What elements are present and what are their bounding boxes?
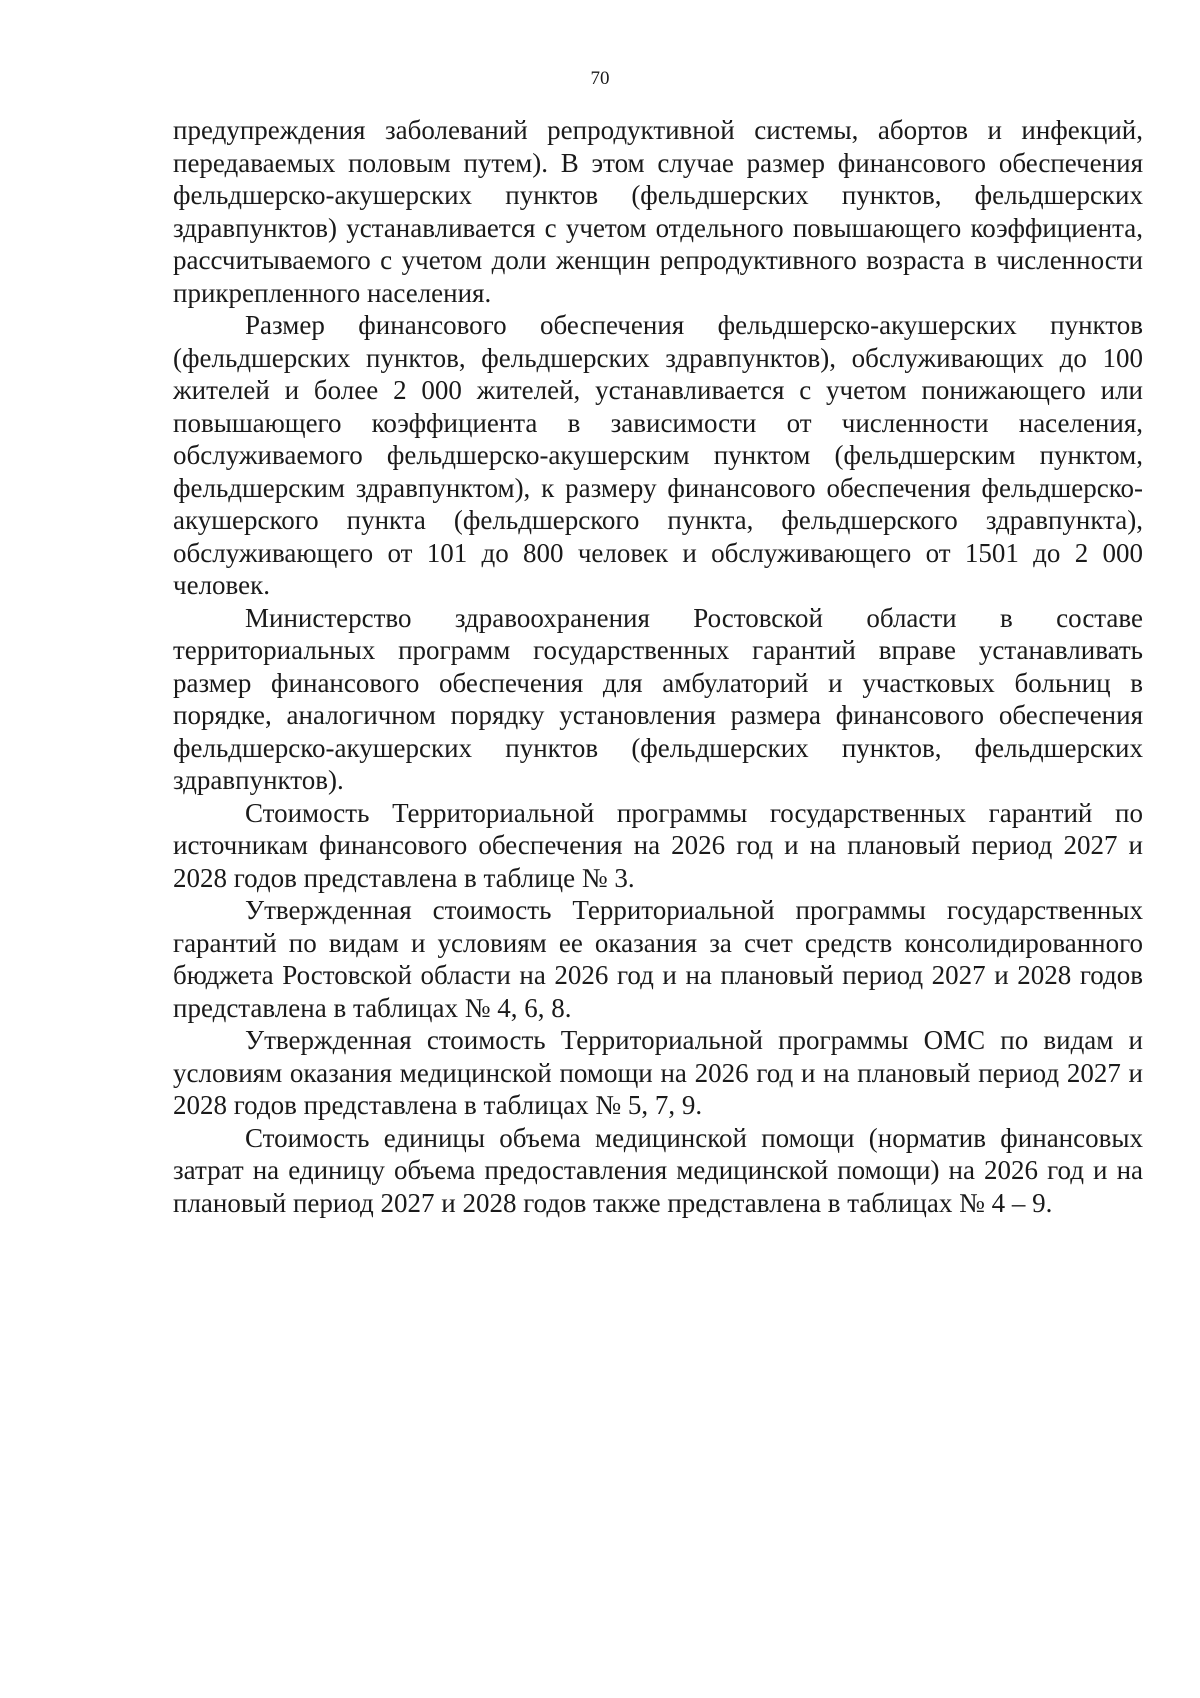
paragraph-fap-funding-size: Размер финансового обеспечения фельдшерско-акушерских пунктов (фельдшерских пунктов, фельдшерских здравпунктов), обслуживающих до 100 жителей и более 2 000 жителей, устанавливается с учетом понижающего или повышающего коэффициента в зависимости от численности населения, обслуживаемого фельдшерско-акушерским пунктом (фельдшерским пунктом, фельдшерским здравпунктом), к размеру финансового обеспечения фельдшерско-акушерского пункта (фельдшерского пункта, фельдшерского здравпункта), обслуживающего от 101 до 800 человек и обслуживающего от 1501 до 2 000 человек. <box>173 310 1143 600</box>
paragraph-ministry-rights: Министерство здравоохранения Ростовской области в составе территориальных программ государственных гарантий вправе устанавливать размер финансового обеспечения для амбулаторий и участковых больниц в порядке, аналогичном порядку установления размера финансового обеспечения фельдшерско-акушерских пунктов (фельдшерских пунктов, фельдшерских здравпунктов). <box>173 602 1143 795</box>
page-number: 70 <box>590 68 610 89</box>
paragraph-unit-cost: Стоимость единицы объема медицинской помощи (норматив финансовых затрат на единицу объема предоставления медицинской помощи) на 2026 год и на плановый период 2027 и 2028 годов также представлена в таблицах № 4 – 9. <box>173 1122 1143 1218</box>
document-body <box>173 114 1143 1219</box>
paragraph-continuation: предупреждения заболеваний репродуктивной системы, абортов и инфекций, передаваемых половым путем). В этом случае размер финансового обеспечения фельдшерско-акушерских пунктов (фельдшерских пунктов, фельдшерских здравпунктов) устанавливается с учетом отдельного повышающего коэффициента, рассчитываемого с учетом доли женщин репродуктивного возраста в численности прикрепленного населения. <box>173 115 1143 308</box>
paragraph-program-cost: Стоимость Территориальной программы государственных гарантий по источникам финансового обеспечения на 2026 год и на плановый период 2027 и 2028 годов представлена в таблице № 3. <box>173 797 1143 893</box>
paragraph-approved-cost-budget: Утвержденная стоимость Территориальной программы государственных гарантий по видам и условиям ее оказания за счет средств консолидированного бюджета Ростовской области на 2026 год и на плановый период 2027 и 2028 годов представлена в таблицах № 4, 6, 8. <box>173 895 1143 1023</box>
paragraph-approved-cost-oms: Утвержденная стоимость Территориальной программы ОМС по видам и условиям оказания медицинской помощи на 2026 год и на плановый период 2027 и 2028 годов представлена в таблицах № 5, 7, 9. <box>173 1025 1143 1120</box>
